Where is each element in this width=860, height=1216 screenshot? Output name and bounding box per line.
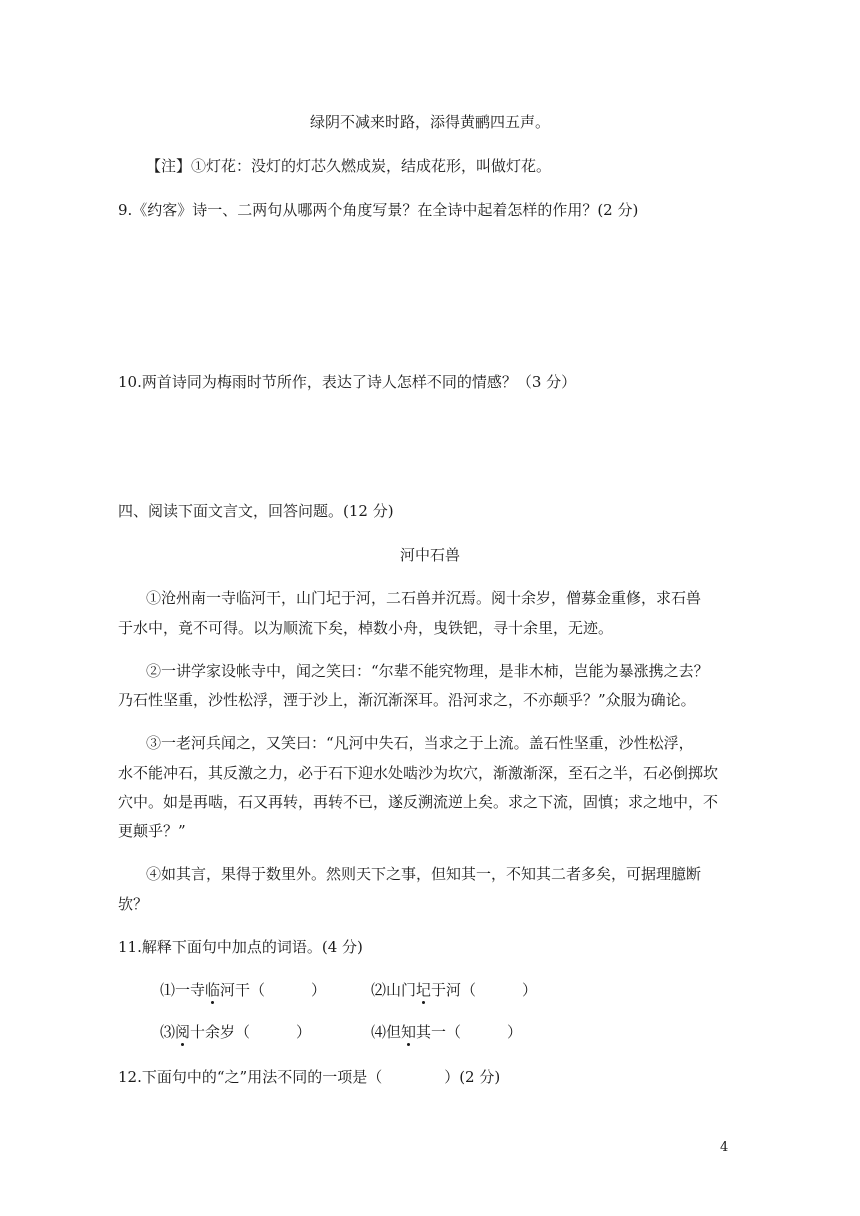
- q11-item-4: [371, 1022, 522, 1042]
- paragraph-3-line-3: 穴中。如是再啮，石又再转，再转不已，遂反溯流逆上矣。求之下流，固慎；求之地中，不: [118, 793, 719, 811]
- q11-item-4-prefix: ⑷但: [371, 1023, 402, 1041]
- paragraph-2-line-1: ②一讲学家设帐寺中，闻之笑曰：“尔辈不能究物理，是非木柿，岂能为暴涨携之去？: [146, 662, 709, 680]
- page-number: 4: [720, 1140, 729, 1155]
- q11-item-2-dotted-word: 圮: [416, 981, 432, 999]
- poem-end-line: 绿阴不减来时路，添得黄鹂四五声。: [309, 113, 550, 131]
- passage-title: 河中石兽: [399, 546, 460, 564]
- question-12-text: 12.下面句中的“之”用法不同的一项是（: [118, 1068, 383, 1086]
- q11-item-3-close: ）: [296, 1023, 312, 1041]
- q11-item-1: [160, 980, 326, 1000]
- paragraph-1-line-2: 于水中，竟不可得。以为顺流下矣，棹数小舟，曳铁钯，寻十余里，无迹。: [118, 619, 614, 637]
- paragraph-3-line-4: 更颠乎？”: [118, 822, 186, 840]
- q11-item-3: [160, 1022, 311, 1042]
- question-10: 10.两首诗同为梅雨时节所作，表达了诗人怎样不同的情感？（3 分）: [118, 373, 577, 391]
- question-12: [118, 1067, 500, 1087]
- section-4-heading: 四、阅读下面文言文，回答问题。(12 分): [118, 502, 394, 520]
- q11-item-1-close: ）: [311, 981, 327, 999]
- q11-item-4-dotted-word: 知: [401, 1023, 417, 1041]
- q11-item-3-dotted-word: 阅: [175, 1023, 191, 1041]
- q11-item-1-dotted-word: 临: [205, 981, 221, 999]
- q11-item-2-close: ）: [522, 981, 538, 999]
- paragraph-4-line-2: 欤？: [118, 895, 149, 913]
- paragraph-1-line-1: ①沧州南一寺临河干，山门圮于河，二石兽并沉焉。阅十余岁，僧募金重修，求石兽: [146, 589, 702, 607]
- question-12-score: ）(2 分): [444, 1068, 501, 1086]
- q11-item-3-suffix: 十余岁（: [190, 1023, 251, 1041]
- paragraph-4-line-1: ④如其言，果得于数里外。然则天下之事，但知其一，不知其二者多矣，可据理臆断: [146, 865, 702, 883]
- q11-item-2-suffix: 于河（: [431, 981, 477, 999]
- q11-item-1-prefix: ⑴一寺: [160, 981, 206, 999]
- q11-item-2-prefix: ⑵山门: [371, 981, 417, 999]
- q11-item-4-close: ）: [507, 1023, 523, 1041]
- paragraph-3-line-2: 水不能冲石，其反激之力，必于石下迎水处啮沙为坎穴，渐激渐深，至石之半，石必倒掷坎: [118, 764, 719, 782]
- q11-item-3-prefix: ⑶: [160, 1023, 176, 1041]
- paragraph-2-line-2: 乃石性坚重，沙性松浮，湮于沙上，渐沉渐深耳。沿河求之，不亦颠乎？”众服为确论。: [118, 691, 696, 709]
- poem-note: 【注】①灯花：没灯的灯芯久燃成炭，结成花形，叫做灯花。: [146, 157, 552, 175]
- q11-item-4-suffix: 其一（: [416, 1023, 462, 1041]
- paragraph-3-line-1: ③一老河兵闻之，又笑曰：“凡河中失石，当求之于上流。盖石性坚重，沙性松浮，: [146, 734, 694, 752]
- question-9: 9.《约客》诗一、二两句从哪两个角度写景？在全诗中起着怎样的作用？(2 分): [118, 201, 639, 219]
- q11-item-1-suffix: 河干（: [220, 981, 266, 999]
- q11-item-2: [371, 980, 537, 1000]
- question-11: 11.解释下面句中加点的词语。(4 分): [118, 938, 363, 956]
